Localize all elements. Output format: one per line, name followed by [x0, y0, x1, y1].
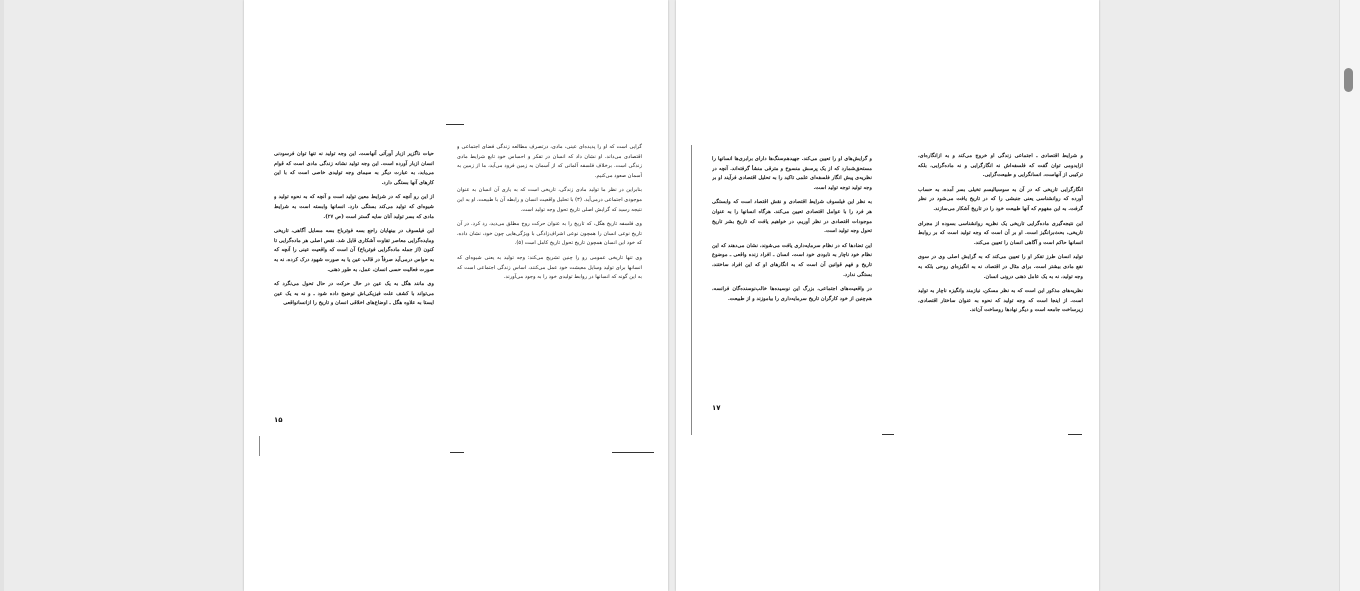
- paragraph: گرایی است که او را پدیده‌ای عینی، مادی، درتصرف مطالعه زندگی فضای اجتماعی و اقتصادی می‌داند. او نشان داد که انسان در تفکر و احساس خود تابع شرایط مادی زندگی است. برخلاف فلسفه آلمانی که از آسمان به زمین فرود می‌آید، ما از زمین به آسمان صعود می‌کنیم.: [457, 144, 642, 179]
- paragraph: بنابراین در نظر ما تولید مادی زندگی، تاریخی است که به یاری آن انسان به عنوان موجودی اجتماعی درمی‌آید. (۳) با تحلیل واقعیت انسان و رابطه آن با طبیعت، او به این نتیجه رسید که گرایش اصلی تاریخ تحول وجه تولید است.: [457, 187, 642, 213]
- paragraph: در واقعیت‌های اجتماعی، بزرگ این نوسیده‌ها خالب‌نوسنده‌گان فرانسه، هم‌چنین از خود کارگران تاریخ سرمایه‌داری را بیاموزند و از طبیعت.: [712, 286, 872, 302]
- bottom-rule: [1068, 434, 1082, 435]
- paragraph: تولید انسان طرز تفکر او را تعیین می‌کند که به گرایش اصلی وی در سوی نفع مادی بیشتر است. برای مثال در اقتصاد، نه به انگیزه‌ای روحی بلکه به وجه تولید، نه به یک عامل ذهنی درونی انسان.: [918, 254, 1083, 280]
- paragraph: نظریه‌های مذکور این است که به نظر مسکن، نیازمند وانگیزه ناچار به تولید است. از اینجا است که وجه تولید که نحوه به عنوان ساختار اقتصادی، زیرساخت جامعه است و دیگر نهادها روساخت آن‌اند.: [918, 288, 1083, 314]
- paragraph: وی فلسفه تاریخ هگل، که تاریخ را به عنوان حرکت روح مطلق می‌دید، رد کرد. در آن تاریخ نوعی انسان را همچون نوعی اشراف‌زادگی با ویژگی‌هایی چون خود، نشان داده، که خود این انسان همچون تاریخ تحول تاریخ کامل است (۵).: [457, 221, 642, 247]
- paragraph: وی تنها تاریخی عمومی رو را چنین تشریح می‌کند: وجه تولید به یعنی شیوه‌ای که انسانها برای تولید وسایل معیشت خود عمل می‌کنند، اساس زندگی اجتماعی است که به این گونه که انسانها در روابط تولیدی خود را به وجود می‌آورند.: [457, 254, 642, 281]
- document-page[interactable]: [676, 0, 1099, 591]
- paragraph: به نظر این فیلسوف شرایط اقتصادی و نقش اقتصاد است که وابستگی هر فرد را با عوامل اقتصادی تعیین می‌کند. هرگاه انسانها را به عنوان موجودات اقتصادی در نظر آوریم، در خواهیم یافت که تاریخ بشر تاریخ تحول وجه تولید است.: [712, 199, 872, 235]
- paragraph: این نتیجه‌گیری ماده‌گرایی تاریخی یک نظریه روانشناسی بسوده از مجرای تاریخی، بحث‌برانگیز است. او بر آن است که وجه تولید است که بر روابط انسانها حاکم است و آگاهی انسان را تعیین می‌کند.: [918, 220, 1083, 246]
- bottom-rule: [450, 452, 464, 453]
- text-column-left: [712, 155, 872, 400]
- bottom-rule: [882, 434, 894, 435]
- page-gutter-line: [259, 436, 260, 456]
- paragraph: و گرایش‌های او را تعیین می‌کند. جهیدهم‌سنگ‌ها دارای برابری‌ها انسانها را مستحق‌شمارد که از یک پرسش منسوخ و مترقی منشأ گرفته‌اند. آنچه در نظریه‌ی پیش انگار فلسفه‌ای علمی تاکید را به تحلیل اقتصادی فرآیند او بر وجه تولید توجه تولید است.: [712, 156, 872, 191]
- document-page[interactable]: [244, 0, 668, 591]
- page-number: ۱۵: [274, 416, 283, 424]
- paragraph: این فیلسوف در بینهایان راجع بسه فوئرباخ بسه مسایل آگاهی، تاریخی ومایده‌گرایی معاصر تفاوت آشکاری قایل شد. نقص اصلی هر ماده‌گرایی تا کنون (از جمله ماده‌گرایی فوئرباخ) آن است که واقعیت عینی را آنچه که به حواس درمی‌آید صرفاً در قالب عین یا به صورت شهود درک کرده، نه به صورت فعالیت حسی انسان، عمل، به طور ذهنی.: [274, 228, 434, 273]
- page-edge: [0, 0, 4, 591]
- paragraph: انگارگرایی تاریخی که در آن به سوسیالیسم تخیلی بسر آمده، به حساب آورده که روانشناسی یعنی جنبشی را که در تاریخ یافت می‌شود در نظر گرفت. به این مفهوم که آنها طبیعت خود را در تاریخ آشکار می‌سازند.: [918, 186, 1083, 212]
- paragraph: از این رو آنچه که در شرایط معین تولید است و آنچه که به نحوه تولید و شیوه‌ای که تولید می‌کند بستگی دارد. انسانها وابسته است به شرایط مادی که بسر تولید آنان سایه گستر است (ص ۲۷).: [274, 194, 434, 220]
- page-gutter-line: [691, 145, 692, 435]
- paragraph: این تضادها که در نظام سرمایه‌داری یافت می‌شوند، نشان می‌دهند که این نظام خود ناچار به نابودی خود است. انسان ـ افراد زنده واقعی ـ موضوع تاریخ و فهم قوانین آن است که به انگارهای او که این افراد ساختند، بستگی ندارد.: [712, 242, 872, 278]
- paragraph: حیات ناگزیر ازبار آورآتی آنهاست. این وجه تولید نه تنها توان فرسودنی انسان ازبار آورده است. این وجه تولید نشانه زندگی مادی است که قوام می‌یابد، به عبارت دیگر به سیمای وجه تولیدی خاصی است که با این کارهای آنها بستگی دارد.: [274, 151, 434, 186]
- text-column-right: [457, 143, 642, 418]
- vertical-scrollbar[interactable]: [1339, 0, 1360, 591]
- text-column-right: [918, 152, 1083, 402]
- bottom-rule: [612, 452, 654, 453]
- text-column-left: [274, 150, 434, 420]
- scrollbar-thumb[interactable]: [1344, 68, 1353, 92]
- paragraph: وی مانند هگل به یک عین در حال حرکت در حال تحول می‌نگرد که می‌تواند با کشف علت فیزیکی‌اش توضیح داده شود ـ و نه به یک عین ایستا به علاوه هگل ـ اوضاع‌های اخلاقی انسان و تاریخ را ازانسانواقعی: [274, 281, 434, 307]
- top-rule: [446, 124, 464, 125]
- page-number: ۱۷: [712, 404, 721, 412]
- paragraph: و شرایط اقتصادی ـ اجتماعی زندگی او خروج می‌کند و به ازانگاره‌ای، ازایدومی توان گفت که فلسفه‌اش نه انگارگرایی و نه ماده‌گرایی، بلکه ترکیبی از آنهاست، انسانگرایی و طبیعت‌گرایی.: [918, 153, 1083, 179]
